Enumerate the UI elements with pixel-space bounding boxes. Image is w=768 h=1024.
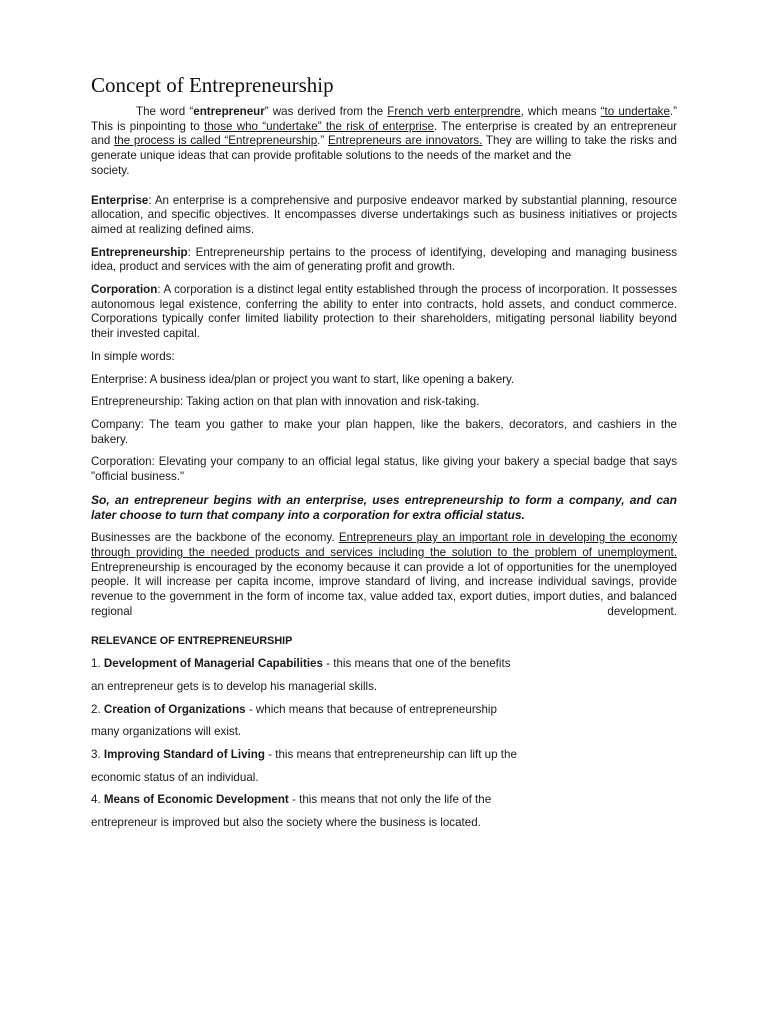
intro-text: They are willing to take the risks and generate unique ideas that can provide profitable solutions to the needs of the market and the: [91, 134, 677, 163]
intro-paragraph: [91, 105, 677, 164]
definition-entrepreneurship: [91, 246, 677, 275]
conclusion-statement: So, an entrepreneur begins with an enterprise, uses entrepreneurship to form a company, and can later choose to turn that company into a corporation for extra official status.: [91, 492, 677, 522]
definition-term: Entrepreneurship: [91, 245, 188, 259]
relevance-term: Improving Standard of Living: [103, 747, 265, 761]
relevance-item-2: [91, 703, 677, 718]
simple-entrepreneurship: Entrepreneurship: Taking action on that plan with innovation and risk-taking.: [91, 395, 480, 409]
relevance-heading: RELEVANCE OF ENTREPRENEURSHIP: [91, 635, 293, 648]
simple-words-heading: In simple words:: [91, 349, 175, 363]
intro-underlined-text: French verb enterprendre: [387, 105, 521, 118]
definition-text: : An enterprise is a comprehensive and purposive endeavor marked by substantial planning, resource allocation, and specific objectives. It encompasses diverse undertakings such as business initiatives or projects aimed at realizing defined aims.: [91, 193, 677, 236]
definition-corporation: [91, 283, 677, 342]
intro-text: .”: [317, 134, 328, 148]
intro-text: . The enterprise is created by an entrepreneur and: [91, 119, 677, 148]
relevance-item-2-continuation: many organizations will exist.: [91, 725, 242, 739]
backbone-text: Entrepreneurship is encouraged by the economy because it can provide a lot of opportunities for the unemployed people. It will increase per capita income, improve standard of living, and increase individual savings, provide revenue to the government in the form of income tax, value added tax, export duties, import duties, and balanced regional development.: [91, 560, 677, 618]
simple-corporation: Corporation: Elevating your company to an official legal status, like giving your bakery a special badge that says "official business.": [91, 455, 677, 484]
simple-enterprise: Enterprise: A business idea/plan or project you want to start, like opening a bakery.: [91, 372, 515, 386]
backbone-text: Businesses are the backbone of the economy.: [91, 531, 339, 545]
backbone-underlined-text: Entrepreneurs play an important role in developing the economy through providing the needed products and services including the solution to the problem of unemployment.: [91, 531, 677, 559]
relevance-item-1-continuation: an entrepreneur gets is to develop his managerial skills.: [91, 679, 378, 693]
relevance-item-1: [91, 657, 677, 672]
definition-term: Corporation: [91, 283, 158, 297]
relevance-item-4: [91, 793, 677, 808]
relevance-term: Creation of Organizations: [103, 702, 246, 716]
intro-text: The word “: [136, 105, 194, 118]
intro-text: , which means: [520, 105, 601, 118]
relevance-number: 3.: [91, 747, 104, 761]
document-body: [91, 105, 677, 831]
intro-underlined-text: Entrepreneurs are innovators.: [327, 134, 483, 148]
definition-term: Enterprise: [91, 193, 149, 207]
relevance-number: 1.: [91, 657, 104, 671]
intro-underlined-text: the process is called “Entrepreneurship: [114, 134, 318, 148]
relevance-text: - which means that because of entrepreneurship: [245, 702, 497, 716]
relevance-text: - this means that not only the life of the: [288, 793, 492, 807]
relevance-term: Means of Economic Development: [103, 793, 289, 807]
relevance-number: 2.: [91, 702, 104, 716]
simple-company: Company: The team you gather to make your plan happen, like the bakers, decorators, and cashiers in the bakery.: [91, 417, 677, 446]
relevance-item-3: [91, 748, 677, 763]
definition-text: : A corporation is a distinct legal entity established through the process of incorporation. It possesses autonomous legal existence, conferring the ability to enter into contracts, hold assets, and conduct commerce. Corporations typically confer limited liability protection to their shareholders, mitigating personal liability beyond their invested capital.: [91, 283, 677, 341]
intro-text: ” was derived from the: [264, 105, 388, 118]
intro-bold-term: entrepreneur: [193, 105, 265, 118]
relevance-term: Development of Managerial Capabilities: [103, 657, 323, 671]
definition-enterprise: [91, 194, 677, 238]
relevance-item-3-continuation: economic status of an individual.: [91, 770, 259, 784]
relevance-number: 4.: [91, 793, 104, 807]
page-title: Concept of Entrepreneurship: [91, 73, 334, 97]
relevance-text: - this means that one of the benefits: [322, 657, 511, 671]
intro-underlined-text: those who “undertake” the risk of enterprise: [204, 119, 435, 133]
definition-text: : Entrepreneurship pertains to the process of identifying, developing and managing business idea, product and services with the aim of generating profit and growth.: [91, 245, 677, 274]
intro-last-line: society.: [91, 163, 130, 177]
intro-text: .” This is pinpointing to: [91, 105, 677, 133]
relevance-text: - this means that entrepreneurship can lift up the: [264, 747, 517, 761]
relevance-item-4-continuation: entrepreneur is improved but also the society where the business is located.: [91, 816, 481, 830]
backbone-paragraph: [91, 531, 677, 619]
intro-underlined-text: “to undertake: [600, 105, 670, 118]
